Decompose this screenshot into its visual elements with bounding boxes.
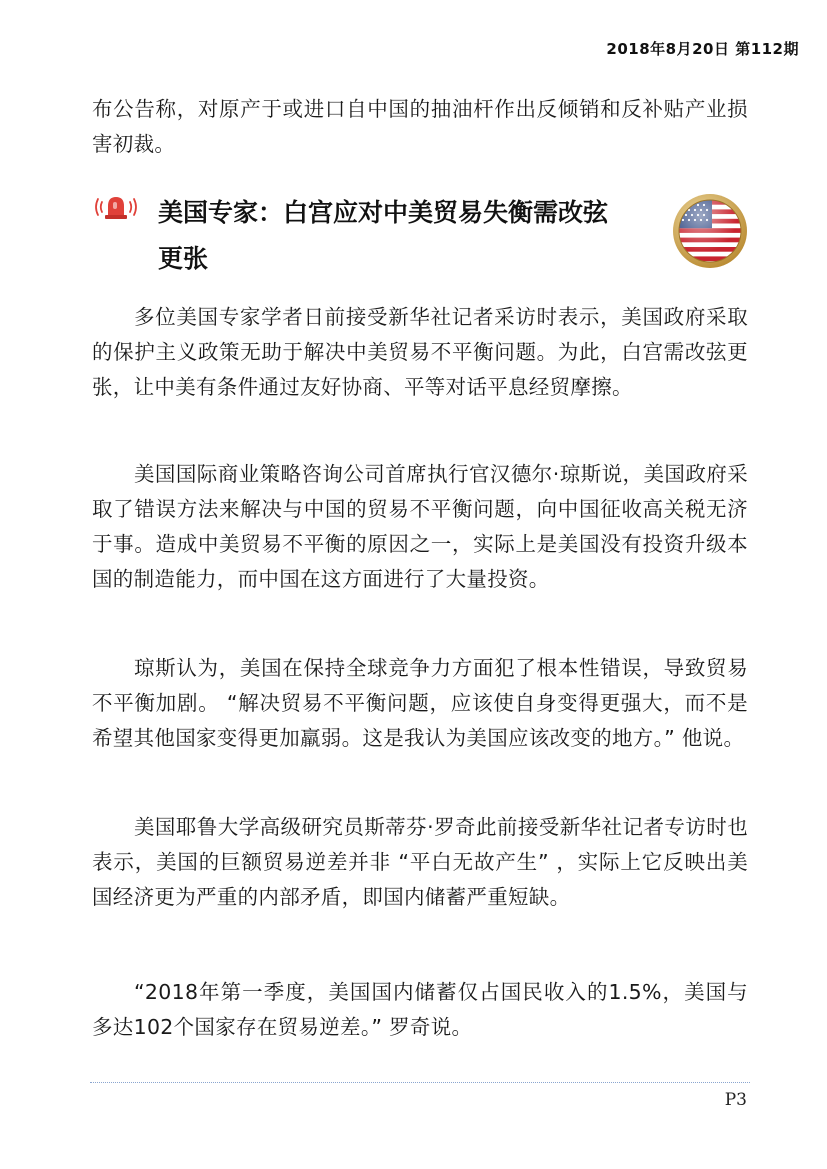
article-paragraph-4: 美国耶鲁大学高级研究员斯蒂芬·罗奇此前接受新华社记者专访时也表示，美国的巨额贸易逆差并非 “平白无故产生” ，实际上它反映出美国经济更为严重的内部矛盾，即国内储蓄严重短缺。 — [92, 815, 748, 909]
alarm-bell-icon — [92, 193, 140, 221]
article-paragraph-1: 多位美国专家学者日前接受新华社记者采访时表示，美国政府采取的保护主义政策无助于解决中美贸易不平衡问题。为此，白宫需改弦更张，让中美有条件通过友好协商、平等对话平息经贸摩擦。 — [92, 305, 748, 399]
footer-divider — [90, 1082, 750, 1083]
issue-date: 2018年8月20日 第112期 — [606, 40, 799, 58]
article-paragraph-2: 美国国际商业策略咨询公司首席执行官汉德尔·琼斯说，美国政府采取了错误方法来解决与中国的贸易不平衡问题，向中国征收高关税无济于事。造成中美贸易不平衡的原因之一，实际上是美国没有投资升级本国的制造能力，而中国在这方面进行了大量投资。 — [92, 462, 748, 591]
article-paragraph-3: 琼斯认为，美国在保持全球竞争力方面犯了根本性错误，导致贸易不平衡加剧。 “解决贸易不平衡问题，应该使自身变得更强大，而不是希望其他国家变得更加羸弱。这是我认为美国应该改变的地方。” 他说。 — [92, 656, 748, 750]
article-paragraph-5: “2018年第一季度，美国国内储蓄仅占国民收入的1.5%，美国与多达102个国家存在贸易逆差。” 罗奇说。 — [92, 980, 748, 1039]
us-flag-icon — [672, 193, 748, 269]
page-number: P3 — [724, 1090, 747, 1110]
article-title: 美国专家：白宫应对中美贸易失衡需改弦更张 — [158, 198, 609, 273]
intro-paragraph: 布公告称，对原产于或进口自中国的抽油杆作出反倾销和反补贴产业损害初裁。 — [92, 97, 748, 156]
